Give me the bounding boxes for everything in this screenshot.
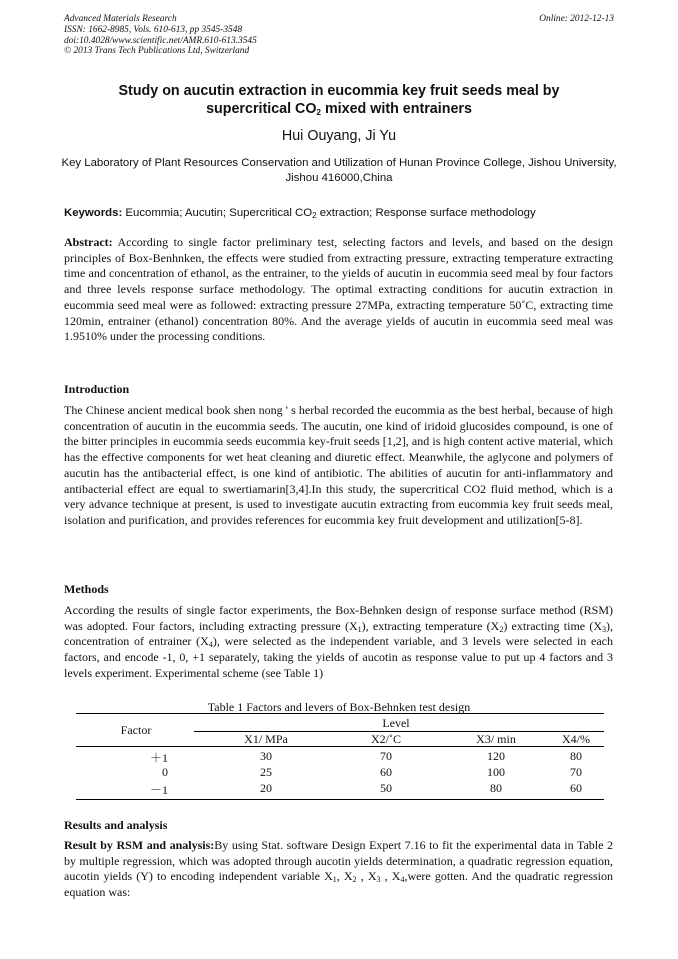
factor-header: Factor	[120, 723, 152, 737]
column-header: X4/%	[562, 732, 590, 746]
table-cell: 120	[487, 749, 505, 763]
level-header: Level	[382, 716, 410, 730]
column-header: X2/˚C	[371, 732, 401, 746]
factors-table	[76, 713, 604, 799]
column-header: X3/ min	[476, 732, 516, 746]
keywords: Keywords: Eucommia; Aucutin; Supercritical $CO_2$ extraction; Response surface methodology	[64, 207, 536, 220]
table-cell: 70	[570, 765, 582, 779]
title-line-2: supercritical $CO_2$ mixed with entrainers	[206, 101, 472, 117]
paper-title	[64, 82, 614, 118]
introduction-heading: Introduction	[64, 382, 130, 396]
title-line-1: Study on aucutin extraction in eucommia key fruit seeds meal by	[118, 83, 560, 99]
issn-line: ISSN: 1662-8985, Vols. 610-613, pp 3545-3548	[64, 24, 243, 35]
abstract-label: Abstract:	[64, 235, 113, 249]
table-cell: 25	[260, 765, 272, 779]
doi-line: doi:10.4028/www.scientific.net/AMR.610-613.3545	[64, 35, 257, 46]
table-cell: 80	[490, 781, 502, 795]
column-header: X1/ MPa	[244, 732, 288, 746]
table-cell: 20	[260, 781, 272, 795]
table-cell: 60	[570, 781, 582, 795]
table-cell: 70	[380, 749, 392, 763]
results-heading: Results and analysis	[64, 818, 168, 832]
affiliation: Key Laboratory of Plant Resources Conservation and Utilization of Hunan Province College, Jishou University, Jishou 416000,China	[61, 157, 617, 184]
row-code: －1	[149, 783, 168, 797]
methods-heading: Methods	[64, 582, 109, 596]
journal-header	[64, 14, 257, 57]
journal-name: Advanced Materials Research	[64, 14, 177, 24]
table-cell: 80	[570, 749, 582, 763]
abstract	[64, 235, 613, 345]
online-date: Online: 2012-12-13	[539, 14, 614, 24]
table-bottom-rule	[76, 799, 604, 800]
table-caption: Table 1 Factors and levers of Box-Behnken test design	[207, 700, 471, 714]
copyright-line: © 2013 Trans Tech Publications Ltd, Switzerland	[64, 46, 250, 57]
results-text: Result by RSM and analysis:By using Stat. software Design Expert 7.16 to fit the experimental data in Table 2 by multiple regression, which was adopted through aucotin yields determination, a quadratic regression equation, aucotin yields (Y) to encoding independent variable $X_1$, $X_2$ , $X_3$ , $X_4,were$ gotten. And the quadratic regression equation was:	[64, 838, 613, 900]
row-code: 0	[162, 765, 168, 779]
introduction-text: The Chinese ancient medical book shen nong ' s herbal recorded the eucommia as the best herbal, because of high concentration of aucutin in the eucommia seeds. The aucutin, one kind of iridoid glucosides compound, is one of the bitter principles in eucommia seeds eucommia key-fruit seeds [1,2], and is high content active material, which has the effective components for wet heat cleaning and diuretic effect. Meanwhile, the aglycone and polymers of aucutin has the antibacterial effect, is one kind of antibiotic. The abilities of aucutin for anti-inflammatory and antibacterial effect are equal to swertiamarin[3,4].In this study, the supercritical CO2 fluid method, which is a very advance technique at present, is used to investigate aucutin extracting from eucommia key fruit seeds meal, isolation and purification, and provides references for eucommia key fruit development and utilization[5-8].	[64, 403, 613, 527]
table-top-rule	[76, 713, 604, 714]
abstract-text: According to single factor preliminary test, selecting factors and levels, and based on the design principles of Box-Benhnken, the effects were studied from extracting pressure, extracting temperature extracting time and concentration of ethanol, as the entrainer, to the yields of aucutin in eucommia seed meal by four factors and three levels response surface methodology. The optimal extracting conditions for aucutin extraction in eucommia seed meal were as followed: extracting pressure 27MPa, extracting temperature 50˚C, extracting time 120min, entrainer (ethanol) concentration 80%. And the average yields of aucutin in eucommia seed meal was 1.9510% under the processing conditions.	[64, 235, 613, 344]
row-code: ＋1	[149, 751, 168, 765]
table-cell: 60	[380, 765, 392, 779]
results-label: Result by RSM and analysis:	[64, 838, 215, 852]
table-cell: 50	[380, 781, 392, 795]
authors: Hui Ouyang, Ji Yu	[281, 128, 397, 144]
methods-text: According the results of single factor experiments, the Box-Behnken design of response surface method (RSM) was adopted. Four factors, including extracting pressure $(X_1)$, extracting temperature $(X_2)$ extracting time $(X_3)$, concentration of entrainer $(X_4)$, were selected as the independent variable, and 3 levels were selected in each factors, and encode -1, 0, +1 separately, taking the yields of aucotin as response value to put up 4 factors and 3 levels experiment. Experimental scheme (see Table 1)	[64, 603, 614, 680]
table-cell: 100	[487, 765, 505, 779]
table-cell: 30	[260, 749, 272, 763]
keywords-label: Keywords:	[64, 207, 123, 219]
